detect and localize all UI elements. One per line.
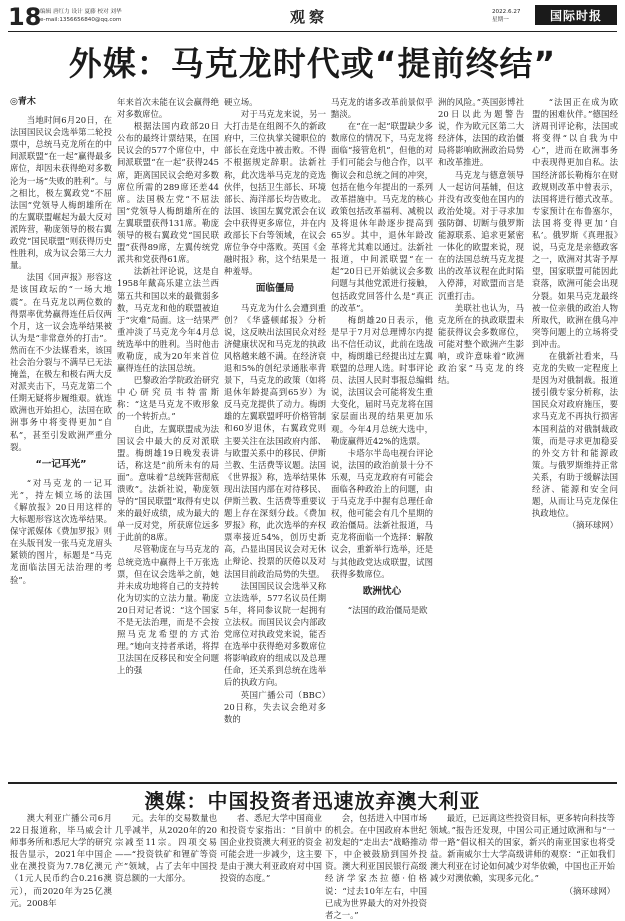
- subheading: 面临僵局: [255, 283, 295, 295]
- paragraph: 马克龙的诸多改革前景似乎黯淡。: [331, 97, 433, 120]
- paragraph: 梅朗雄20日表示，他是早于7月对总理博尔内提出不信任动议，此前在选战中，梅朗雄已经提出过左翼联盟的总理人选。时事评论员、法国人民时事报总编辑说，法国议会可能将发生重大变化，届时马克龙将在国家层面出现的结果更加乐观。今年4月总统大选中，勒庞赢得近42%的选票。: [331, 314, 433, 446]
- paragraph: 法国《回声报》形容这是该国政坛的“一场大地震”。在马克龙以两位数的得票率优势赢得连任后仅两个月，这一议会选举结果被认为是“非常意外的打击”。然而在不少法媒看来，该国社会治分裂与不满早已无法掩盖，在极左和极右两大反对派夹击下，马克龙第二个任期无疑将步履维艰。就连欧洲也开始担心，法国在欧洲事务中将变得更加“自私”，甚至引发欧洲严重分裂。: [10, 272, 112, 452]
- paragraph: 卡塔尔半岛电视台评论说，法国的政治前景十分不乐观，马克龙政府有可能会面临各种政治上的问题，由于马克龙手中握有总理任命权，他可能会有几个星期的政治僵局。法新社报道，马克龙将面临一个选择：解散议会，重新举行选举，还是与其他政党达成联盟，试图获得多数席位。: [331, 447, 433, 579]
- paragraph: 年来首次未能在议会赢得绝对多数席位。: [117, 97, 219, 120]
- paragraph: 尽管勒庞在与马克龙的总统竞选中赢得上千万张选票，但在议会选举之前，她并未成功地将自己的支持转化为切实的立法力量。勒庞20日对记者说：“这个国家不是无法治理，而是不会按照马克龙希望的方式治理。”她向支持者承诺，将捍卫法国在反移民和安全问题上的强: [117, 544, 219, 676]
- section-divider: [8, 782, 617, 784]
- column-5a: [438, 96, 524, 386]
- paragraph: 法新社评论说，这是自1958年戴高乐建立法兰西第五共和国以来的最微弱多数，马克龙和他的联盟被迫于“灾难”局面。这一结果严重冲淡了马克龙今年4月总统选举中的胜利。当时他击败勒庞，成为20年来首位赢得连任的法国总统。: [117, 266, 219, 374]
- column-1: [10, 96, 112, 784]
- paragraph: 巴黎政治学院政治研究中心研究员韦特雷斯称：“这是马克龙不败形象的一个转折点。”: [117, 375, 219, 422]
- column-1: [10, 812, 112, 908]
- paragraph: 在俄新社看来，马克龙的失败一定程度上是因为对俄制裁。报道援引俄专家分析称，法国民众对政府施压，要求马克龙不再执行损害本国利益的对俄制裁政策，而是寻求更加稳妥的外交方针和能源政策。与俄罗斯维持正常关系，有助于缓解法国经济、能源和安全问题，从而让马克龙保住执政地位。: [532, 350, 618, 519]
- date-info: [492, 8, 520, 24]
- header-rule: [8, 31, 617, 32]
- subheading: “一记耳光”: [35, 458, 87, 470]
- weekday: 星期一: [492, 17, 509, 23]
- paragraph: 澳大利亚广播公司6月22日报道称，毕马威会计师事务所和悉尼大学的研究报告显示，2021年中国企业在澳投资为7.78亿澳元（1元人民币约合0.216澳元），而2020年为25亿澳元。2008年: [10, 813, 112, 908]
- paragraph: “法国的政治僵局是欧: [347, 604, 428, 615]
- article-body: [0, 96, 625, 784]
- paragraph: 英国广播公司（BBC）20日称，失去议会绝对多数的: [224, 689, 326, 724]
- section-title: 观察: [290, 8, 329, 26]
- article-headline: 外媒：马克龙时代或“提前终结”: [68, 44, 557, 83]
- paragraph: 者、悉尼大学中国商业和投资专家指出：“目前中国企业投资澳大利亚的资金可能会进一步减少，这主要是由于澳大利亚政府对中国投资的态度。”: [220, 813, 322, 884]
- paragraph: 马克龙为什么会遭到重创？《华盛顿邮报》分析说，这反映出法国民众对经济健康状况和马克龙的执政风格越来越不满。在经济衰退和5%的创纪录通胀率背景下，马克龙的政策（如将退休年龄提高到65岁）为反马克龙提供了动力。梅朗雄的左翼联盟呼吁价格管制和60岁退休，右翼政党则主要关注在法国政府内部、与欧盟关系中的移民、伊斯兰教、生活费等议题。法国《世界报》称，选举结果体现出法国内部在对待移民、伊斯兰教、生活费等重要议题上存在深刻分歧。《费加罗报》称，此次选举的弃权票率接近54%，创历史新高，凸显出国民议会对无休止辩论、投票的厌倦以及对法国目前政治局势的失望。: [224, 302, 326, 579]
- editor-line: 编辑 唐红力 设计 夏藤 校对 刘华: [40, 9, 122, 15]
- article2-headline: 澳媒：中国投资者迅速放弃澳大利亚: [144, 789, 481, 813]
- paragraph: “对马克龙的一记耳光”，持左倾立场的法国《解放报》20日用这样的大标题形容这次选举结果。保守派媒体《费加罗报》则在头版刊发一张马克龙眉头紧锁的图片，标题是“马克龙面临法国无法治理的考验”。: [10, 477, 112, 585]
- column-5: [430, 812, 615, 896]
- paragraph: 当地时间6月20日，在法国国民议会选举第二轮投票中，总统马克龙所在的中间派联盟“在一起”赢得最多席位，却因未获得绝对多数沦为一场“失败的胜利”。与之相比，极左翼政党“不屈法国”党领导人梅朗雄所在的左翼联盟崛起为最大反对派阵营，勒庞领导的极右翼政党“国民联盟”则获得历史性胜利，成为议会第三大力量。: [10, 115, 112, 271]
- paragraph: “法国正在成为欧盟的困难伙伴。”德国经济周刊评论称，法国或将变得“以自我为中心”，进而在欧洲事务中表现得更加自私。法国经济部长勒梅尔在财政规则改革中曾表示，法国将进行德式改革。专家预计在布鲁塞尔，法国将变得更加‘自私’。俄罗斯《真理报》说，马克龙是亲德政客之一，欧洲对其寄予厚望，国家联盟可能因此衰落，欧洲可能会出现分裂。如果马克龙最终被一位亲俄的政治人物所取代，欧洲在俄乌冲突等问题上的立场将受到冲击。: [532, 97, 618, 349]
- article-author: ◎青木: [10, 97, 36, 107]
- column-5b: [532, 96, 618, 531]
- date-line: 2022.6.27: [492, 9, 521, 15]
- column-5: [438, 96, 618, 784]
- editor-info: [40, 8, 122, 24]
- page-number: 18: [8, 3, 42, 31]
- column-4: [331, 96, 433, 784]
- paragraph: 最近，已远离这些投资目标，更多转向科技等领域。”报告还发现，中国公司正通过欧洲和与“一带一路”倡议相关的国家，新兴的南亚国家也将受益。新南威尔士大学高级讲师的观察：“正如我们澳大利亚在讨论如何减少对华依赖，中国也正开始减少对澳依赖，实现多元化。”: [430, 813, 615, 884]
- subheading: 欧洲忧心: [362, 585, 402, 597]
- paragraph: 自此，左翼联盟成为法国议会中最大的反对派联盟。梅朗雄19日晚发表讲话，称这是“前所未有的局面”。意味着“总统阵营彻底溃败”。法新社说，勒庞领导的“国民联盟”取得有史以来的最好成绩，成为最大的单一反对党，所获席位远多于此前的8席。: [117, 423, 219, 543]
- source-credit: （摘环球网）: [567, 520, 618, 531]
- column-2: [115, 812, 217, 884]
- paragraph: 硬立场。: [224, 97, 258, 107]
- paragraph: 马克龙与德意领导人一起访问基辅，但这并没有改变他在国内的政治处境。对于寻求加强防御、切断与俄罗斯能源联系、追求更紧密一体化的欧盟来说，现在的法国总统马克龙提出的改革议程在此时陷入停滞，对欧盟而言是沉重打击。: [438, 169, 524, 301]
- paragraph: 对于马克龙来说，另一大打击是在组阁不久的新政府中，三位执掌关键职位的部长在竞选中被击败。不得不根据规定辞职。法新社称，此次选举马克龙的竞选伙伴，包括卫生部长、环境部长、海洋部长均告败北。法国、该国左翼党派会在议会中获得更多席位，并在内政部长下台等领域，在议会席位争夺中落败。英国《金融时报》称，这个结果是一种羞辱。: [224, 109, 326, 277]
- paragraph: 洲的风险。”英国彭博社20日以此为题警告说，作为欧元区第二大经济体，法国的政治僵局将影响欧洲政治局势和改革推进。: [438, 97, 524, 168]
- paragraph: 根据法国内政部20日公布的最终计票结果，在国民议会的577个席位中，中间派联盟“在一起”获得245席，距离国民议会绝对多数席位所需的289席还差44席。法国极左党“不屈法国”党领导人梅朗雄所在的左翼联盟获得131席。勒庞领导的极右翼政党“国民联盟”获得89席，左翼传统党派共和党获得61席。: [117, 121, 219, 265]
- newspaper-logo: 国际时报: [535, 5, 617, 25]
- column-4: [325, 812, 427, 920]
- page-header: [0, 0, 625, 32]
- column-3: [224, 96, 326, 784]
- paragraph: 在“在一起”联盟缺少多数席位的情况下，马克龙将面临“接管危机”，但他的对手们可能会与他合作，以平衡议会和总统之间的冲突，包括在他今年提出的一系列改革措施中。马克龙的核心政策包括改革福利、减税以及将退休年龄逐步提高到65岁。其中，退休年龄改革将尤其难以通过。法新社报道，中间派联盟“在一起”20日已开始就议会多数问题与其他党派进行接触，包括政党回答什么是“真正的改革”。: [331, 121, 433, 313]
- article2-body: [0, 812, 625, 920]
- paragraph: 会，包括进入中国市场的机会。在中国政府本世纪初发起的“走出去”战略推动下，中企被鼓励到国外投资。澳大利亚国民银行高级经济学家杰拉德·伯格说：“过去10年左右，中国已成为世界最大的对外投资者之一。”: [325, 813, 427, 920]
- paragraph: 元。去年的交易数量也几乎减半，从2020年的20宗减至11宗。四项交易——“投资铁矿和锂矿等资产”领域，占了去年中国投资总额的一大部分。: [115, 813, 217, 884]
- column-3: [220, 812, 322, 884]
- paragraph: 法国国民议会选举又称立法选举，577名议员任期5年，将同参议院一起拥有立法权。而国民议会内部政党席位对执政党来说，能否在选举中获得绝对多数席位将影响政府的组成以及总理任命，还关系到总统在选举后的执政方向。: [224, 580, 326, 688]
- paragraph: 美联社也认为，马克龙所在的执政联盟未能获得议会多数席位，可能对整个欧洲产生影响，或许意味着“欧洲政治家”马克龙的终结。: [438, 302, 524, 386]
- source-credit: （摘环球网）: [564, 885, 615, 896]
- email-line: e-mail:1356656840@qq.com: [40, 17, 122, 23]
- column-2: [117, 96, 219, 784]
